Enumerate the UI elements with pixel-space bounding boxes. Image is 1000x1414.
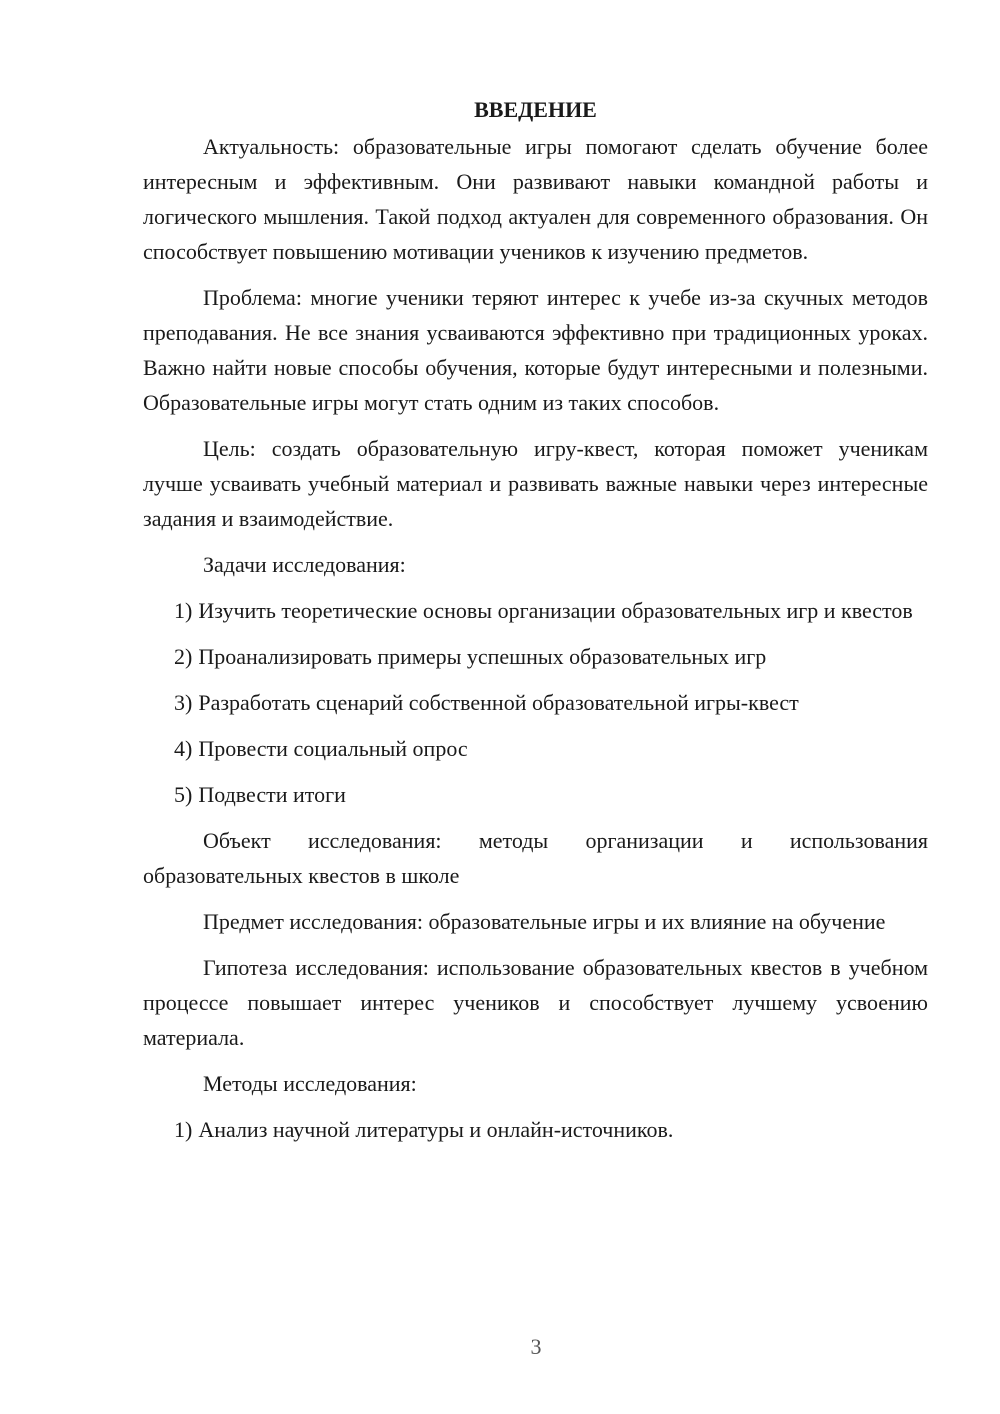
task-text: Разработать сценарий собственной образовательной игры-квест — [198, 690, 799, 715]
task-text: Подвести итоги — [198, 782, 346, 807]
problem-paragraph: Проблема: многие ученики теряют интерес к учебе из-за скучных методов преподавания. Не все знания усваиваются эффективно при традиционных уроках. Важно найти новые способы обучения, которые будут интересными и полезными. Образовательные игры могут стать одним из таких способов. — [143, 285, 928, 415]
task-item — [143, 777, 928, 812]
page-content — [143, 92, 928, 1158]
goal-paragraph: Цель: создать образовательную игру-квест, которая поможет ученикам лучше усваивать учебный материал и развивать важные навыки через интересные задания и взаимодействие. — [143, 436, 928, 531]
task-text: Проанализировать примеры успешных образовательных игр — [198, 644, 767, 669]
task-item — [143, 593, 928, 628]
task-item — [143, 731, 928, 766]
subject-paragraph: Предмет исследования: образовательные игры и их влияние на обучение — [203, 909, 886, 934]
relevance-paragraph: Актуальность: образовательные игры помогают сделать обучение более интересным и эффективным. Они развивают навыки командной работы и логического мышления. Такой подход актуален для современного образования. Он способствует повышению мотивации учеников к изучению предметов. — [143, 134, 928, 264]
task-number: 2) — [174, 644, 193, 669]
task-number: 5) — [174, 782, 193, 807]
method-item — [143, 1112, 928, 1147]
page-number: 3 — [530, 1334, 542, 1359]
object-paragraph: Объект исследования: методы организации и использования образовательных квестов в школе — [143, 828, 928, 888]
method-text: Анализ научной литературы и онлайн-источников. — [198, 1117, 674, 1142]
task-text: Провести социальный опрос — [198, 736, 468, 761]
task-number: 1) — [174, 598, 193, 623]
method-number: 1) — [174, 1117, 193, 1142]
task-number: 4) — [174, 736, 193, 761]
methods-heading: Методы исследования: — [203, 1071, 417, 1096]
task-text: Изучить теоретические основы организации образовательных игр и квестов — [198, 598, 913, 623]
task-item — [143, 639, 928, 674]
task-number: 3) — [174, 690, 193, 715]
tasks-heading: Задачи исследования: — [203, 552, 406, 577]
hypothesis-paragraph: Гипотеза исследования: использование образовательных квестов в учебном процессе повышает интерес учеников и способствует лучшему усвоению материала. — [143, 955, 928, 1050]
task-item — [143, 685, 928, 720]
section-title: ВВЕДЕНИЕ — [474, 97, 597, 122]
